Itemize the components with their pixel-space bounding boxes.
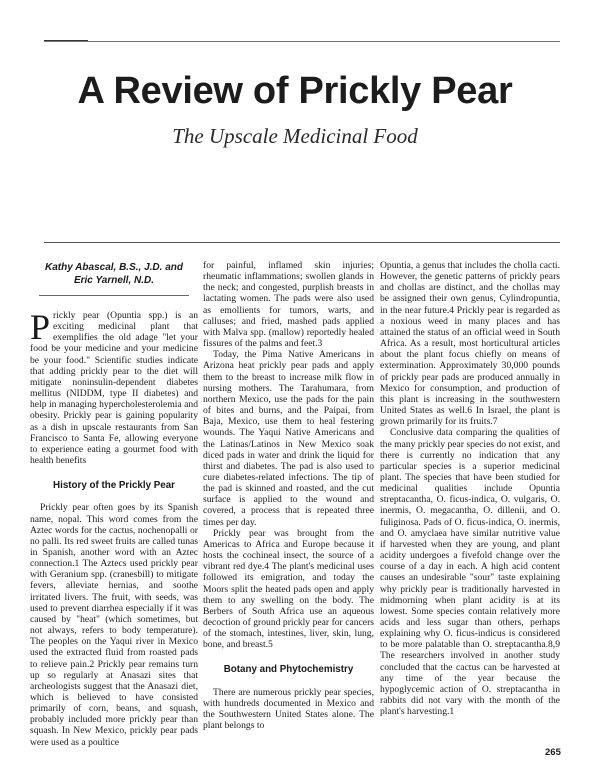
page-number: 265 <box>545 747 561 758</box>
drop-cap: P <box>30 307 51 347</box>
intro-text: rickly pear (Opuntia spp.) is an exciting medicinal plant that exemplifies the old adage "let your food be your medicine and your medicine be your food." Scientific studies indicate that adding prickly pear to the diet will mitigate noninsulin-dependent diabetes mellitus (NIDDM, type II diabetes) and help in managing hypercholesterolemia and obesity. Prickly pear is gaining popularity as a dish in upscale restaurants from San Francisco to Santa Fe, allowing everyone to experience eating a gourmet food with health benefits <box>30 310 198 467</box>
header-divider <box>44 242 560 243</box>
col2-paragraph-4: There are numerous prickly pear species, with hundreds documented in Mexico and the Southwestern United States alone. The plant belongs to <box>203 686 374 732</box>
history-paragraph: Prickly pear often goes by its Spanish name, nopal. This word comes from the Aztec words for the cactus, nochenopalli or no palli. Its red sweet fruits are called tunas in Spanish, another word with an Aztec connection.1 The Aztecs used prickly pear with Geranium spp. (cranesbill) to mitigate fevers, alleviate hernias, and soothe irritated livers. The fruit, with seeds, was used to prevent diarrhea especially if it was caused by "heat" (which sometimes, but not always, refers to body temperature). The peoples on the Yaqui river in Mexico used the extracted fluid from roasted pads to relieve pain.2 Prickly pear remains turn up so regularly at Anasazi sites that archeologists suggest that the Anasazi diet, which is believed to have consisted primarily of corn, beans, and squash, probably included more prickly pear than squash. In New Mexico, prickly pear pads were used as a poultice <box>30 502 198 748</box>
intro-paragraph <box>30 307 198 467</box>
col2-paragraph-3: Prickly pear was brought from the Americas to Africa and Europe because it hosts the cochineal insect, the source of a vibrant red dye.4 The plant's medicinal uses followed its emigration, and today the Moors split the heated pads open and apply them to any swelling on the body. The Berbers of South Africa use an aqueous decoction of ground prickly pear for cancers of the stomach, intestines, liver, skin, lung, bone, and breast.5 <box>203 527 374 651</box>
author-divider <box>39 295 189 296</box>
col3-paragraph-1: Opuntia, a genus that includes the cholla cacti. However, the genetic patterns of prickly pears and chollas are distinct, and the chollas may be assigned their own genus, Cylindropuntia, in the near future.4 Prickly pear is regarded as a noxious weed in many places and has attained the status of an official weed in South Africa. As a result, most horticultural articles about the plant focus chiefly on means of extermination. Approximately 30,000 pounds of prickly pear pads are produced annually in Mexico for consumption, and production of this plant is increasing in the southwestern United States as well.6 In Israel, the plant is grown primarily for its fruits.7 <box>380 260 560 428</box>
article-subtitle: The Upscale Medicinal Food <box>172 124 418 148</box>
section-heading-history: History of the Prickly Pear <box>53 480 175 492</box>
column-1 <box>30 262 198 748</box>
author-line-2: Eric Yarnell, N.D. <box>73 274 155 286</box>
col3-paragraph-2: Conclusive data comparing the qualities of the many prickly pear species do not exist, and there is currently no indication that any particular species is a superior medicinal plant. The species that have been studied for medicinal qualities include Opuntia streptacantha, O. ficus-indica, O. vulgaris, O. inermis, O. megacantha, O. dillenii, and O. fuliginosa. Pads of O. ficus-indica, O. inermis, and O. amyclaea have similar nutritive value if harvested when they are young, and plant acidity undergoes a fivefold change over the course of a day in each. A high acid content causes an undesirable "sour" taste explaining why prickly pear is traditionally harvested in midmorning when plant acidity is at its lowest. Some species contain relatively more acids and less sugar than others, perhaps explaining why O. ficus-indicus is considered to be more palatable than O. streptacantha.8,9 The researchers involved in another study concluded that the cactus can be harvested at any time of the year because the hypoglycemic action of O. streptacantha in rabbits did not vary with the month of the plant's harvesting.1 <box>380 427 560 718</box>
column-2 <box>203 260 374 731</box>
top-rule <box>44 41 560 42</box>
col2-paragraph-1: for painful, inflamed skin injuries; rheumatic inflammations; swollen glands in the neck; and congested, purplish breasts in lactating women. The pads were also used as emollients for tumors, warts, and calluses; and fried, mashed pads applied with Malva spp. (mallow) reportedly healed fissures of the palms and feet.3 <box>203 260 374 350</box>
article-title: A Review of Prickly Pear <box>77 70 513 112</box>
author-line-1: Kathy Abascal, B.S., J.D. and <box>44 262 183 273</box>
column-3 <box>380 260 560 717</box>
col2-paragraph-2: Today, the Pima Native Americans in Arizona heat prickly pear pads and apply them to the breast to increase milk flow in nursing mothers. The Tarahumara, from northern Mexico, use the pads for the pain of bites and burns, and the Paipai, from Baja, Mexico, use them to heal festering wounds. The Yaqui Native Americans and the Latinas/Latinos in New Mexico soak diced pads in water and drink the liquid for thirst and diabetes. The pad is also used to cure diabetes-related infections. The tip of the pad is skinned and roasted, and the cut surface is applied to the wound and covered, a process that is repeated three times per day. <box>203 349 374 528</box>
section-heading-botany: Botany and Phytochemistry <box>223 664 354 676</box>
